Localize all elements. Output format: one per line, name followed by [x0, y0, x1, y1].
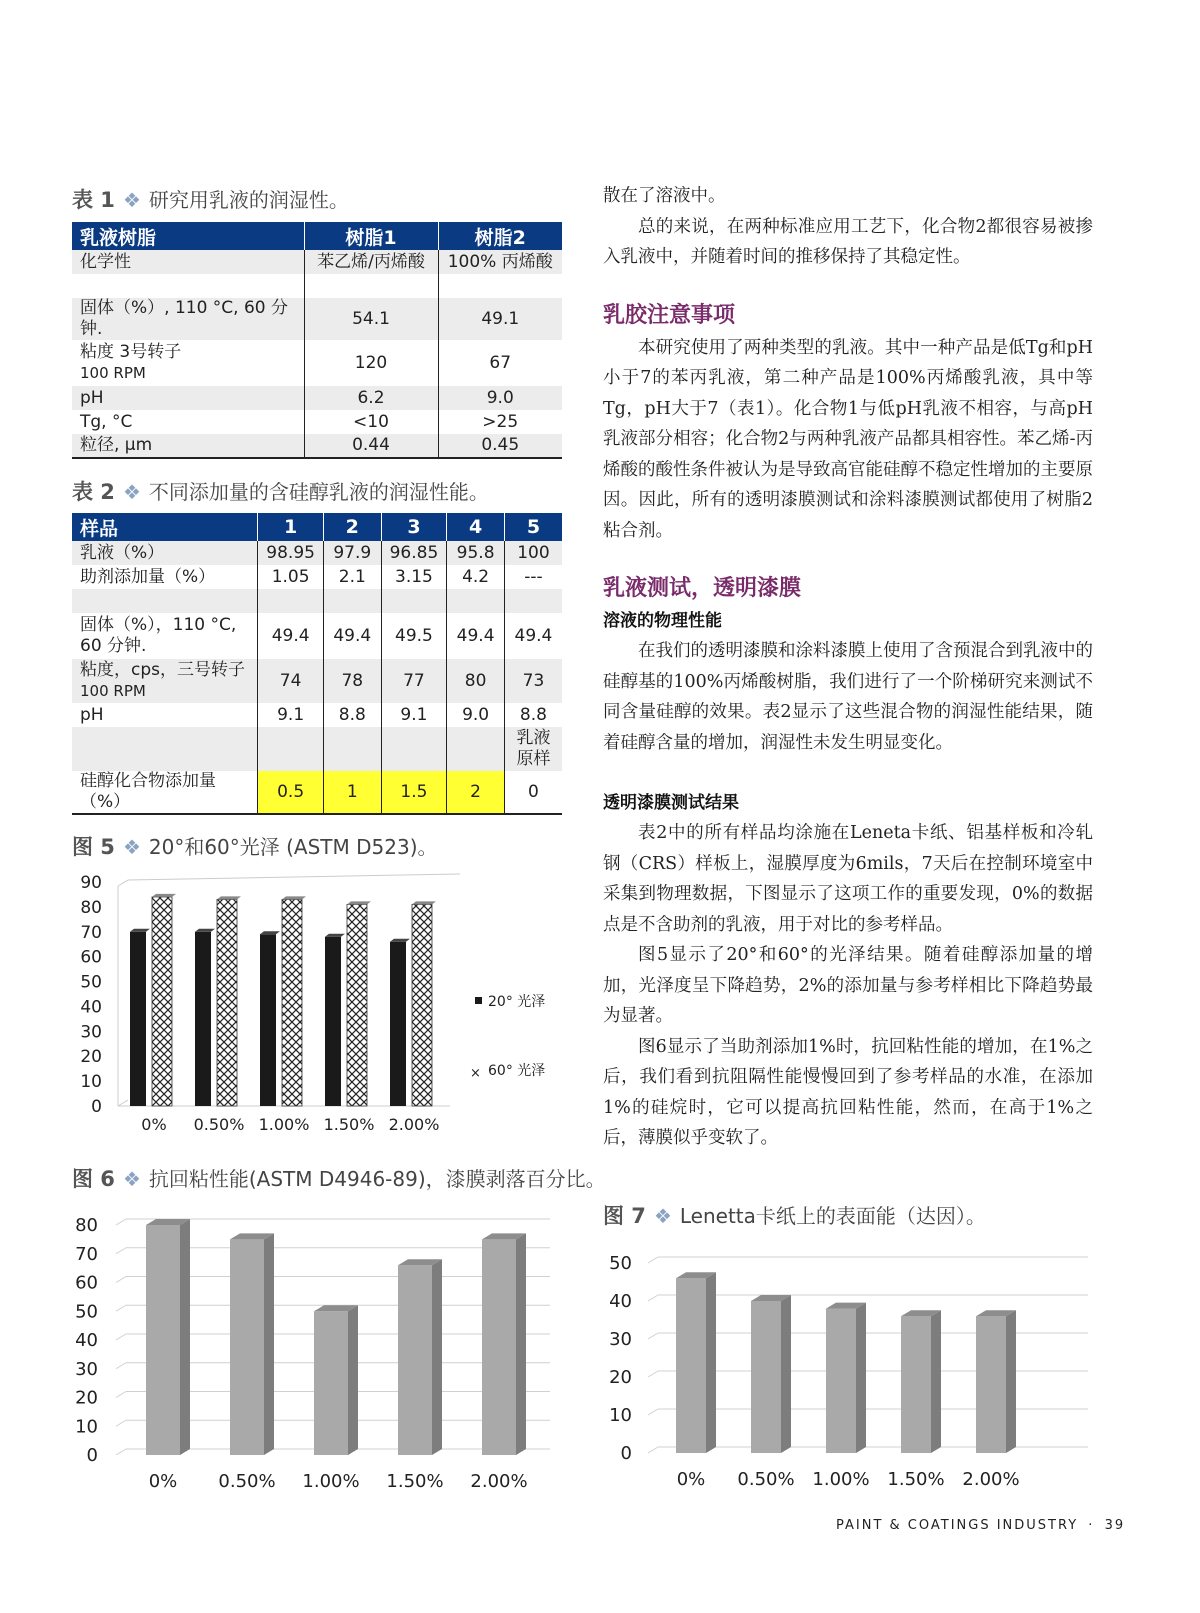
grid-edge [648, 1447, 658, 1453]
table-cell: 74 [258, 659, 324, 703]
bar [230, 1239, 264, 1455]
y-tick-label: 0 [86, 1445, 98, 1466]
table-cell [323, 589, 381, 613]
y-tick-label: 20 [609, 1367, 632, 1388]
table-cell: 54.1 [304, 298, 438, 340]
bar-60-gloss [282, 899, 302, 1106]
right-column [603, 181, 1093, 1154]
bar-side [264, 1233, 274, 1455]
table-cell [381, 727, 447, 771]
row-label [72, 434, 304, 458]
diamond-icon: ❖ [122, 480, 141, 504]
bar-60-gloss-top [282, 896, 306, 899]
row-label-text: pH [80, 704, 104, 725]
top-edge [128, 874, 460, 880]
paragraph: 表2中的所有样品均涂施在Leneta卡纸、铝基样板和冷轧钢（CRS）样板上，湿膜厚度为6mils，7天后在控制环境室中采集到物理数据，下图显示了这项工作的重要发现，0%的数据点是不含助剂的乳液，用于对比的参考样品。 [603, 823, 1093, 935]
y-tick-label: 80 [80, 897, 102, 918]
y-tick-label: 40 [609, 1291, 632, 1312]
row-label [72, 386, 304, 410]
table2-number: 表 2 [72, 480, 115, 504]
y-tick-label: 20 [75, 1387, 98, 1409]
bar-side [180, 1219, 190, 1455]
bar [901, 1316, 931, 1453]
table-header-cell: 样品 [72, 513, 258, 541]
table-cell: 95.8 [447, 541, 505, 565]
y-tick-label: 40 [75, 1330, 98, 1351]
paragraph: 在我们的透明漆膜和涂料漆膜上使用了含预混合到乳液中的硅醇基的100%丙烯酸树脂，我们进行了一个阶梯研究来测试不同含量硅醇的效果。表2显示了这些混合物的润湿性能结果，随着硅醇含量的增加，润湿性未发生明显变化。 [603, 641, 1093, 753]
table-cell [323, 727, 381, 771]
row-label-text: 粒径, µm [80, 435, 153, 455]
paragraph: 总的来说，在两种标准应用工艺下，化合物2都很容易被掺入乳液中，并随着时间的推移保持了其稳定性。 [603, 216, 1093, 267]
x-tick-label: 1.00% [302, 1471, 360, 1492]
paragraph: 散在了溶液中。 [603, 186, 726, 206]
table-cell: 49.1 [438, 298, 562, 340]
table-cell: 49.4 [447, 613, 505, 659]
row-label [72, 771, 258, 814]
table-row [72, 703, 562, 727]
table-cell: 2.1 [323, 565, 381, 589]
fig7-number: 图 7 [603, 1204, 646, 1228]
y-tick-label: 50 [609, 1253, 632, 1274]
y-tick-label: 10 [75, 1416, 98, 1438]
bar-side [931, 1310, 941, 1453]
table-cell: 0 [504, 771, 562, 814]
row-label [72, 541, 258, 565]
fig6-title: 抗回粘性能(ASTM D4946-89)，漆膜剥落百分比。 [148, 1167, 606, 1191]
row-label-text: Tg, °C [80, 411, 133, 432]
table-cell [447, 589, 505, 613]
y-tick-label: 70 [75, 1243, 98, 1265]
table-row [72, 250, 562, 274]
table-row [72, 386, 562, 410]
table-cell: 3.15 [381, 565, 447, 589]
corner-edge [118, 880, 128, 886]
table-cell: 67 [438, 340, 562, 386]
table1-title: 研究用乳液的润湿性。 [148, 188, 349, 212]
grid-edge [116, 1248, 126, 1254]
x-tick-label: 1.50% [887, 1469, 945, 1490]
table-row [72, 434, 562, 458]
y-tick-label: 0 [620, 1443, 632, 1464]
row-label-text: 固体（%）, 110 °C, 60 分钟. [80, 298, 289, 339]
table1 [72, 222, 562, 459]
x-tick-label: 0.50% [218, 1471, 276, 1492]
row-label [72, 274, 304, 298]
paragraph: 图5显示了20°和60°的光泽结果。随着硅醇添加量的增加，光泽度呈下降趋势，2%的添加量与参考样相比下降趋势最为显著。 [603, 945, 1093, 1026]
row-label [72, 613, 258, 659]
row-label [72, 703, 258, 727]
bar-20-gloss [260, 934, 276, 1106]
grid-edge [116, 1449, 126, 1455]
table-cell: 1 [323, 771, 381, 814]
table-header-cell: 树脂1 [304, 222, 438, 250]
fig7-title: Lenetta卡纸上的表面能（达因）。 [679, 1204, 986, 1228]
section-heading: 乳胶注意事项 [603, 302, 736, 328]
fig7-chart [598, 1240, 1098, 1495]
bar-20-gloss-top [260, 931, 280, 934]
x-tick-label: 0.50% [193, 1115, 245, 1134]
table-cell [504, 589, 562, 613]
fig6-number: 图 6 [72, 1167, 115, 1191]
table-cell: 100 [504, 541, 562, 565]
grid-edge [116, 1305, 126, 1311]
table-cell: 1.5 [381, 771, 447, 814]
table-cell [258, 589, 324, 613]
row-label-text: 硅醇化合物添加量（%） [80, 771, 216, 812]
table-cell: 77 [381, 659, 447, 703]
row-label-text: 粘度 3号转子 [80, 342, 182, 362]
table-cell: 乳液 原样 [504, 727, 562, 771]
y-tick-label: 20 [80, 1047, 102, 1068]
table-cell: 120 [304, 340, 438, 386]
paragraph: 图6显示了当助剂添加1%时，抗回粘性能的增加，在1%之后，我们看到抗阻隔性能慢慢回到了参考样品的水准，在添加1%的硅烷时，它可以提高抗回粘性能，然而，在高于1%之后，薄膜似乎变软了。 [603, 1036, 1093, 1148]
bar-20-gloss [325, 937, 341, 1106]
table-row [72, 340, 562, 386]
diamond-icon: ❖ [653, 1204, 672, 1228]
table-row [72, 771, 562, 814]
table-cell: 9.0 [447, 703, 505, 727]
table-cell: 1.05 [258, 565, 324, 589]
x-tick-label: 2.00% [470, 1471, 528, 1492]
y-tick-label: 50 [80, 972, 102, 993]
row-label [72, 410, 304, 434]
y-tick-label: 60 [80, 947, 102, 968]
row-label-text: 固体（%），110 °C, [80, 615, 237, 635]
table-cell: 80 [447, 659, 505, 703]
grid-edge [116, 1277, 126, 1283]
bar-side [706, 1272, 716, 1453]
table-cell: 98.95 [258, 541, 324, 565]
bar-60-gloss-top [412, 901, 436, 904]
table-header-cell: 5 [504, 513, 562, 541]
fig6-chart [60, 1205, 560, 1495]
separator-dot: · [1088, 1518, 1095, 1533]
legend-60-swatch: × [470, 1066, 481, 1081]
y-tick-label: 80 [75, 1215, 98, 1236]
bar [751, 1301, 781, 1453]
row-label-sub: 100 RPM [80, 682, 146, 700]
grid-edge [116, 1363, 126, 1369]
grid-edge [116, 1420, 126, 1426]
y-tick-label: 60 [75, 1272, 98, 1294]
table-header-cell: 2 [323, 513, 381, 541]
x-tick-label: 1.00% [258, 1115, 310, 1134]
table2-caption [72, 476, 489, 506]
paragraph: 本研究使用了两种类型的乳液。其中一种产品是低Tg和pH小于7的苯丙乳液，第二种产品是100%丙烯酸乳液，具中等Tg，pH大于7（表1）。化合物1与低pH乳液不相容，与高pH乳液部分相容；化合物2与两种乳液产品都具相容性。苯乙烯-丙烯酸的酸性条件被认为是导致高官能硅醇不稳定性增加的主要原因。因此，所有的透明漆膜测试和涂料漆膜测试都使用了树脂2粘合剂。 [603, 337, 1093, 541]
y-tick-label: 10 [609, 1405, 632, 1426]
x-tick-label: 0.50% [737, 1469, 795, 1490]
bar-20-gloss-top [325, 934, 345, 937]
table1-caption [72, 184, 349, 214]
table-cell [438, 274, 562, 298]
y-tick-label: 90 [80, 873, 102, 893]
x-tick-label: 0% [141, 1115, 167, 1134]
y-tick-label: 30 [609, 1329, 632, 1350]
table-cell [381, 589, 447, 613]
table-cell: 9.1 [381, 703, 447, 727]
grid-edge [648, 1371, 658, 1377]
row-label [72, 659, 258, 703]
table-row [72, 298, 562, 340]
subsection-heading: 透明漆膜测试结果 [603, 793, 739, 813]
fig5-number: 图 5 [72, 835, 115, 859]
table-row [72, 274, 562, 298]
grid-edge [116, 1392, 126, 1398]
table-cell: 97.9 [323, 541, 381, 565]
x-tick-label: 0% [676, 1469, 706, 1490]
table-row [72, 727, 562, 771]
y-tick-label: 0 [91, 1097, 102, 1117]
fig6-caption [72, 1163, 606, 1193]
bar-side [432, 1259, 442, 1455]
bar-20-gloss [195, 932, 211, 1106]
row-label-text: 粘度，cps，三号转子 [80, 660, 245, 680]
x-tick-label: 2.00% [388, 1115, 440, 1134]
bar [398, 1265, 432, 1455]
y-tick-label: 30 [75, 1358, 98, 1380]
table2 [72, 513, 562, 815]
row-label [72, 565, 258, 589]
y-tick-label: 30 [80, 1022, 102, 1043]
table-cell: 0.5 [258, 771, 324, 814]
bar-60-gloss [217, 899, 237, 1106]
row-label [72, 340, 304, 386]
table-row [72, 589, 562, 613]
bar-60-gloss [412, 904, 432, 1106]
table-cell: 9.1 [258, 703, 324, 727]
bar-20-gloss-top [195, 929, 215, 932]
legend-60-label: 60° 光泽 [488, 1063, 546, 1079]
table-cell: 苯乙烯/丙烯酸 [304, 250, 438, 274]
journal-name: PAINT & COATINGS INDUSTRY [836, 1518, 1079, 1533]
subsection-heading: 溶液的物理性能 [603, 611, 722, 631]
row-label-text: pH [80, 387, 104, 408]
table-row [72, 410, 562, 434]
section-heading: 乳液测试，透明漆膜 [603, 576, 802, 601]
table-header-cell: 3 [381, 513, 447, 541]
grid-edge [648, 1409, 658, 1415]
table-cell: 49.5 [381, 613, 447, 659]
row-label [72, 727, 258, 771]
table-cell: --- [504, 565, 562, 589]
bar-side [348, 1305, 358, 1455]
bar-20-gloss [130, 932, 146, 1106]
diamond-icon: ❖ [122, 1167, 141, 1191]
table-cell: <10 [304, 410, 438, 434]
legend-20-swatch [475, 997, 482, 1004]
table-cell: 8.8 [504, 703, 562, 727]
bar-20-gloss-top [130, 929, 150, 932]
bar [826, 1309, 856, 1453]
fig5-title: 20°和60°光泽 (ASTM D523)。 [148, 835, 438, 859]
bar [146, 1225, 180, 1455]
x-tick-label: 0% [148, 1471, 178, 1492]
bar-60-gloss-top [217, 896, 241, 899]
bar-side [781, 1295, 791, 1453]
table-cell: 9.0 [438, 386, 562, 410]
table-cell: 0.45 [438, 434, 562, 458]
grid-edge [648, 1333, 658, 1339]
table-cell: 73 [504, 659, 562, 703]
grid-edge [648, 1257, 658, 1263]
row-label-text: 助剂添加量（%） [80, 566, 216, 587]
table-header-cell: 4 [447, 513, 505, 541]
bar [676, 1278, 706, 1453]
table-header-cell: 1 [258, 513, 324, 541]
table-cell: 49.4 [504, 613, 562, 659]
bar-side [1006, 1310, 1016, 1453]
table-cell: 96.85 [381, 541, 447, 565]
bar [314, 1311, 348, 1455]
bar-60-gloss-top [347, 901, 371, 904]
legend-20-label: 20° 光泽 [488, 994, 546, 1010]
row-label-sub: 60 分钟. [80, 636, 147, 656]
table-header-cell: 树脂2 [438, 222, 562, 250]
row-label-sub: 100 RPM [80, 364, 146, 382]
y-tick-label: 10 [80, 1072, 102, 1093]
diamond-icon: ❖ [122, 188, 141, 212]
x-tick-label: 1.00% [812, 1469, 870, 1490]
table-cell [258, 727, 324, 771]
row-label [72, 298, 304, 340]
bar [482, 1239, 516, 1455]
fig5-chart [60, 870, 560, 1140]
table-row [72, 565, 562, 589]
table-cell: 100% 丙烯酸 [438, 250, 562, 274]
table1-number: 表 1 [72, 188, 115, 212]
table-cell: 49.4 [258, 613, 324, 659]
y-tick-label: 50 [75, 1301, 98, 1323]
table-cell: 49.4 [323, 613, 381, 659]
grid-edge [116, 1219, 126, 1225]
row-label-text: 乳液（%） [80, 542, 165, 563]
x-tick-label: 1.50% [386, 1471, 444, 1492]
table-cell: 6.2 [304, 386, 438, 410]
bar-20-gloss [390, 942, 406, 1106]
fig5-caption [72, 831, 438, 861]
table-row [72, 659, 562, 703]
diamond-icon: ❖ [122, 835, 141, 859]
table-cell: >25 [438, 410, 562, 434]
table2-title: 不同添加量的含硅醇乳液的润湿性能。 [148, 480, 489, 504]
table-cell: 78 [323, 659, 381, 703]
table-header-cell: 乳液树脂 [72, 222, 304, 250]
bar-60-gloss [347, 904, 367, 1106]
table-row [72, 541, 562, 565]
grid-edge [648, 1295, 658, 1301]
fig7-caption [603, 1200, 986, 1230]
grid-edge [116, 1334, 126, 1340]
bar-60-gloss [152, 897, 172, 1106]
bar-20-gloss-top [390, 939, 410, 942]
table-row [72, 613, 562, 659]
y-tick-label: 70 [80, 922, 102, 943]
page-number: 39 [1104, 1518, 1126, 1533]
table-cell: 0.44 [304, 434, 438, 458]
row-label [72, 250, 304, 274]
bar-side [856, 1303, 866, 1453]
y-tick-label: 40 [80, 997, 102, 1018]
table-cell: 4.2 [447, 565, 505, 589]
x-tick-label: 1.50% [323, 1115, 375, 1134]
table-cell [304, 274, 438, 298]
table-cell [447, 727, 505, 771]
row-label-text: 化学性 [80, 251, 131, 272]
bar [976, 1316, 1006, 1453]
bar-side [516, 1233, 526, 1455]
bar-60-gloss-top [152, 894, 176, 897]
table-cell: 8.8 [323, 703, 381, 727]
page-footer [836, 1518, 1125, 1533]
table-cell: 2 [447, 771, 505, 814]
row-label [72, 589, 258, 613]
floor-edge [118, 1100, 128, 1106]
x-tick-label: 2.00% [962, 1469, 1020, 1490]
